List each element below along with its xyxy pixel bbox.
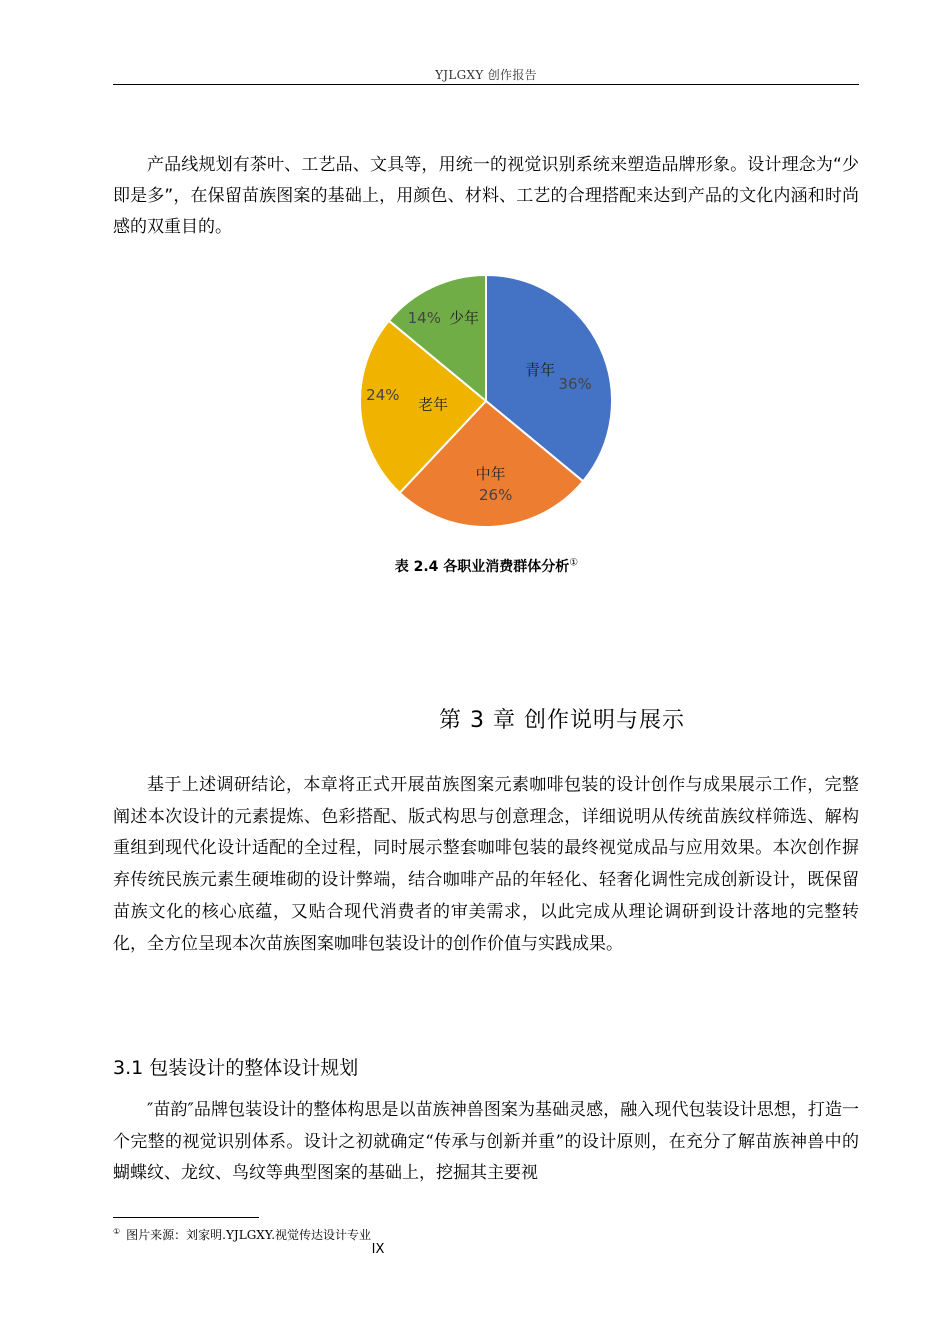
- footnote-rule: [113, 1217, 259, 1218]
- pie-category-label-2: 中年: [475, 464, 506, 483]
- pie-category-label-3: 老年: [418, 395, 449, 414]
- pie-value-label-1: 36%: [558, 374, 592, 393]
- pie-category-label-1: 青年: [525, 360, 556, 379]
- chart-caption: [0, 556, 950, 576]
- paragraph-design-plan: ″苗韵″品牌包装设计的整体构思是以苗族神兽图案为基础灵感，融入现代包装设计思想，打造一个完整的视觉识别体系。设计之初就确定“传承与创新并重”的设计原则，在充分了解苗族神兽中的蝴蝶纹、龙纹、鸟纹等典型图案的基础上，挖掘其主要视: [113, 1100, 859, 1184]
- pie-value-label-4: 14%: [407, 309, 441, 328]
- page-header: YJLGXY 创作报告: [435, 68, 537, 82]
- pie-chart: [355, 270, 620, 535]
- header-rule: [113, 84, 859, 85]
- footnote-text: 视觉传达设计专业: [275, 1228, 372, 1242]
- footnote-mark: ①: [113, 1227, 121, 1236]
- caption-footnote-mark: ①: [569, 557, 579, 569]
- footnote: [113, 1226, 371, 1243]
- section-title: 3.1 包装设计的整体设计规划: [113, 1057, 359, 1079]
- paragraph-chapter-intro: 基于上述调研结论，本章将正式开展苗族图案元素咖啡包装的设计创作与成果展示工作，完整阐述本次设计的元素提炼、色彩搭配、版式构思与创意理念，详细说明从传统苗族纹样筛选、解构重组到现代化设计适配的全过程，同时展示整套咖啡包装的最终视觉成品与应用效果。本次创作摒弃传统民族元素生硬堆砌的设计弊端，结合咖啡产品的年轻化、轻奢化调性完成创新设计，既保留苗族文化的核心底蕴，又贴合现代消费者的审美需求，以此完成从理论调研到设计落地的完整转化，全方位呈现本次苗族图案咖啡包装设计的创作价值与实践成果。: [113, 775, 859, 954]
- pie-category-label-4: 少年: [448, 309, 479, 328]
- footnote-source: 图片来源：刘家明.YJLGXY.: [126, 1228, 276, 1242]
- pie-value-label-2: 26%: [479, 486, 513, 505]
- pie-chart-svg: [355, 270, 620, 535]
- pie-value-label-3: 24%: [366, 386, 400, 405]
- caption-text: 表 2.4 各职业消费群体分析: [394, 559, 570, 575]
- paragraph-product-line: 产品线规划有茶叶、工艺品、文具等，用统一的视觉识别系统来塑造品牌形象。设计理念为“少即是多”，在保留苗族图案的基础上，用颜色、材料、工艺的合理搭配来达到产品的文化内涵和时尚感的双重目的。: [113, 155, 859, 237]
- chapter-title: 第 3 章 创作说明与展示: [439, 708, 685, 733]
- page-number: IX: [371, 1242, 385, 1257]
